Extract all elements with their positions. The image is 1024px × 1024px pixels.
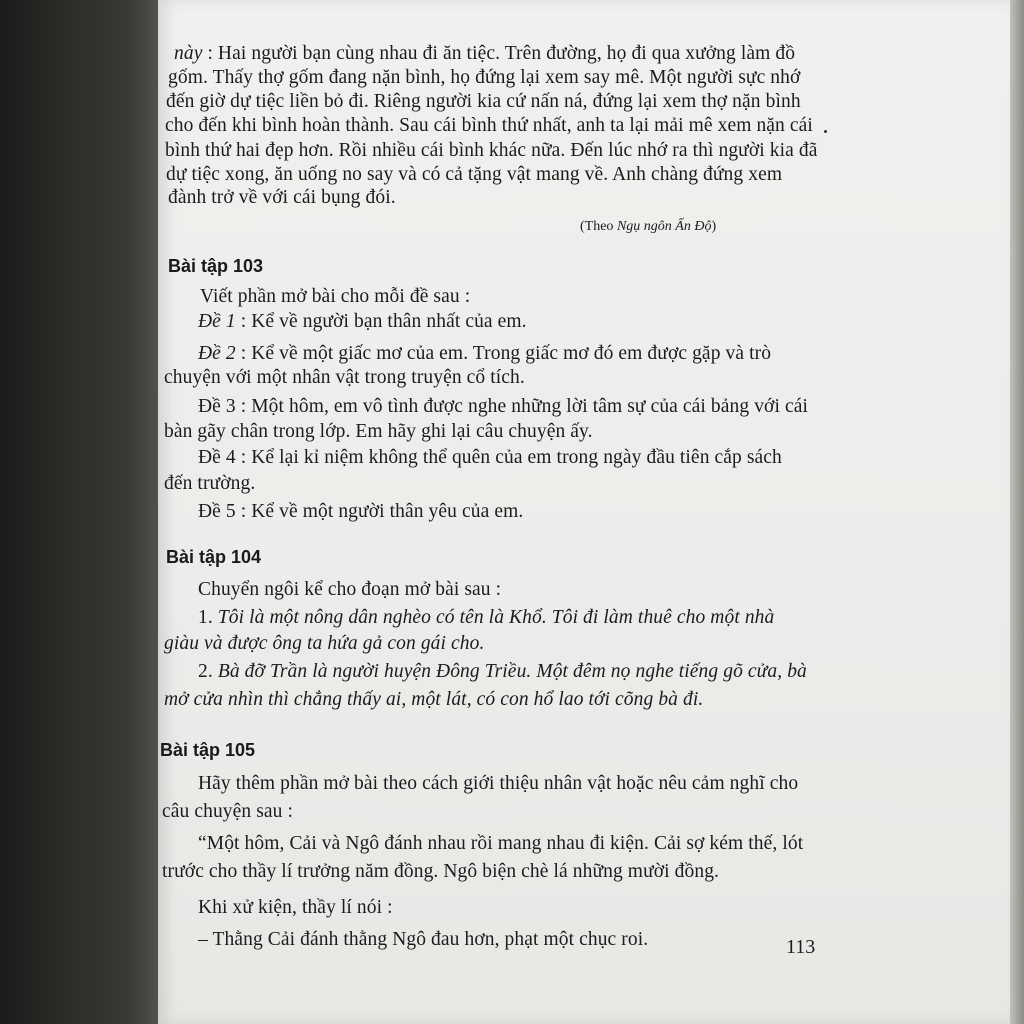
topic-3-cont: bàn gãy chân trong lớp. Em hãy ghi lại câu chuyện ấy. [164, 421, 593, 442]
intro-line: đành trở về với cái bụng đói. [168, 187, 396, 208]
ink-dot [824, 130, 827, 133]
topic-label: Đề 3 [198, 396, 236, 417]
exercise-105-line: Hãy thêm phần mở bài theo cách giới thiệu nhân vật hoặc nêu cảm nghĩ cho [198, 773, 799, 794]
topic-label: Đề 5 [198, 501, 236, 522]
source-title: Ngụ ngôn Ấn Độ [616, 219, 712, 234]
book-page [158, 0, 1010, 1024]
topic-label: Đề 2 [198, 343, 236, 364]
topic-label: Đề 1 [198, 311, 236, 332]
exercise-105-line: “Một hôm, Cải và Ngô đánh nhau rồi mang nhau đi kiện. Cải sợ kém thế, lót [198, 833, 804, 854]
exercise-105-line: – Thằng Cải đánh thằng Ngô đau hơn, phạt một chục roi. [198, 929, 649, 950]
intro-source: (Theo Ngụ ngôn Ấn Độ) [580, 219, 717, 234]
passage-2: 2. Bà đỡ Trần là người huyện Đông Triều. Một đêm nọ nghe tiếng gõ cửa, bà [198, 661, 807, 682]
topic-2: Đề 2 : Kể về một giấc mơ của em. Trong giấc mơ đó em được gặp và trò [198, 343, 772, 364]
intro-line: đến giờ dự tiệc liền bỏ đi. Riêng người kia cứ nấn ná, đứng lại xem thợ nặn bình [166, 91, 801, 112]
topic-4: Đề 4 : Kể lại kỉ niệm không thể quên của em trong ngày đầu tiên cắp sách [198, 447, 782, 468]
exercise-103-title: Bài tập 103 [168, 256, 264, 276]
exercise-104-prompt: Chuyển ngôi kể cho đoạn mở bài sau : [198, 579, 502, 600]
passage-2-cont: mở cửa nhìn thì chẳng thấy ai, một lát, có con hổ lao tới cõng bà đi. [164, 689, 704, 710]
background-left [0, 0, 160, 1024]
intro-line: bình thứ hai đẹp hơn. Rồi nhiều cái bình khác nữa. Đến lúc nhớ ra thì người kia đã [165, 140, 818, 161]
exercise-105-line: câu chuyện sau : [162, 801, 294, 822]
intro-line: gốm. Thấy thợ gốm đang nặn bình, họ đứng lại xem say mê. Một người sực nhớ [168, 67, 801, 88]
exercise-105-title: Bài tập 105 [160, 740, 256, 760]
passage-1-cont: giàu và được ông ta hứa gả con gái cho. [164, 633, 485, 654]
intro-lead-word: này [174, 43, 203, 64]
exercise-105-line: Khi xử kiện, thầy lí nói : [198, 897, 393, 918]
passage-1: 1. Tôi là một nông dân nghèo có tên là Khổ. Tôi đi làm thuê cho một nhà [198, 607, 775, 628]
topic-2-cont: chuyện với một nhân vật trong truyện cổ tích. [164, 367, 525, 388]
page-number: 113 [786, 936, 816, 958]
intro-line: dự tiệc xong, ăn uống no say và có cả tặng vật mang về. Anh chàng đứng xem [166, 164, 783, 185]
topic-1: Đề 1 : Kể về người bạn thân nhất của em. [198, 311, 527, 332]
intro-line: này : Hai người bạn cùng nhau đi ăn tiệc. Trên đường, họ đi qua xưởng làm đồ [174, 43, 796, 64]
topic-3: Đề 3 : Một hôm, em vô tình được nghe những lời tâm sự của cái bảng với cái [198, 396, 808, 417]
exercise-103-prompt: Viết phần mở bài cho mỗi đề sau : [200, 286, 471, 307]
exercise-105-line: trước cho thầy lí trưởng năm đồng. Ngô biện chè lá những mười đồng. [162, 861, 720, 882]
intro-line: cho đến khi bình hoàn thành. Sau cái bình thứ nhất, anh ta lại mải mê xem nặn cái [165, 115, 813, 136]
topic-4-cont: đến trường. [164, 473, 256, 494]
topic-5: Đề 5 : Kể về một người thân yêu của em. [198, 501, 524, 522]
exercise-104-title: Bài tập 104 [166, 547, 262, 567]
topic-label: Đề 4 [198, 447, 236, 468]
